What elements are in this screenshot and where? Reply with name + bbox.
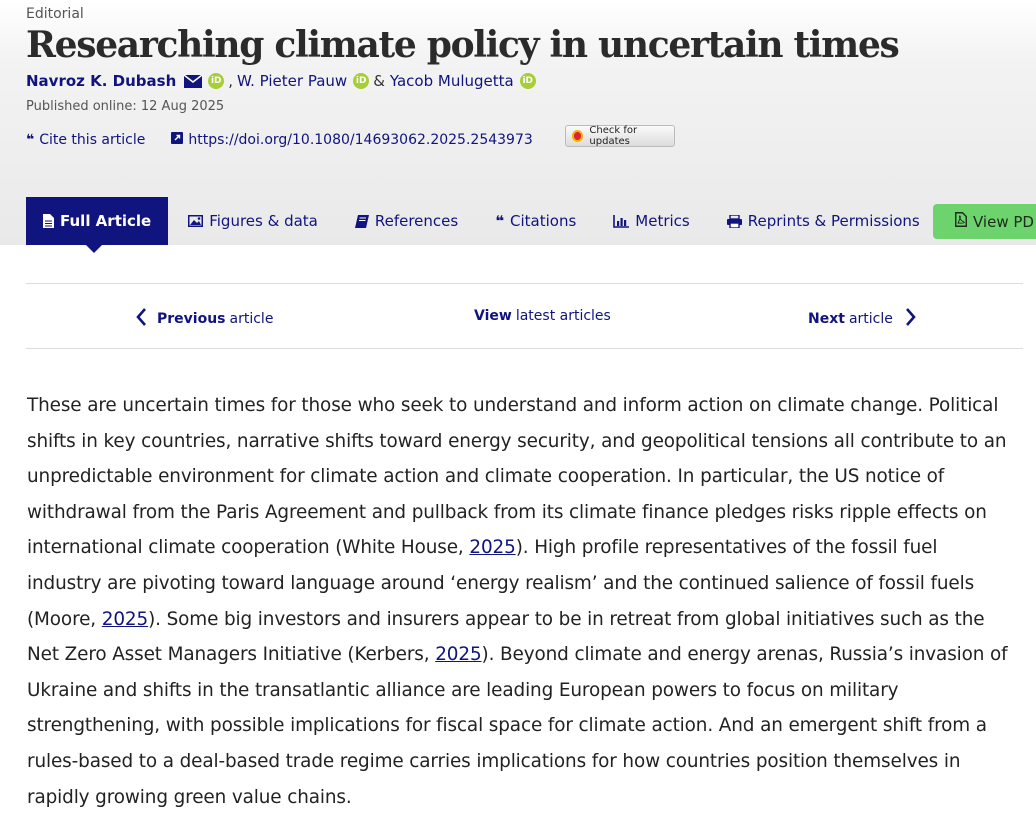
tab-full-article[interactable] — [26, 197, 168, 245]
tab-label: Full Article — [60, 212, 152, 230]
tab-label: References — [374, 212, 459, 230]
body-text: unpredictable environment for climate action and climate cooperation. In particular, the US notice of — [27, 466, 945, 488]
book-icon — [355, 215, 369, 228]
body-text: strengthening, with possible implications for fiscal space for climate action. And an emergent shift from a — [27, 715, 987, 737]
doi-link[interactable] — [171, 132, 532, 148]
article-meta-row — [26, 132, 533, 148]
crossmark-icon — [572, 130, 583, 142]
chevron-right-icon — [905, 308, 916, 330]
tab-label: Figures & data — [209, 212, 318, 230]
body-text: ). Some big investors and insurers appear to be in retreat from global initiatives such as the — [148, 608, 985, 630]
body-line — [27, 708, 1027, 744]
document-icon — [43, 214, 54, 228]
article-body-paragraph — [27, 388, 1027, 815]
latest-label: View — [474, 308, 512, 324]
view-pdf-button[interactable] — [933, 204, 1036, 239]
body-line — [27, 459, 1027, 495]
article-title: Researching climate policy in uncertain times — [26, 24, 899, 66]
author-separator: , — [228, 72, 234, 90]
image-icon — [188, 215, 203, 227]
tab-figures-data[interactable] — [188, 197, 318, 245]
body-line — [27, 566, 1027, 602]
orcid-icon[interactable]: iD — [353, 73, 369, 89]
body-text: ). Beyond climate and energy arenas, Russia’s invasion of — [481, 644, 1008, 666]
author-separator: & — [373, 72, 385, 90]
chevron-left-icon — [136, 308, 147, 330]
previous-label: Previous — [157, 311, 226, 327]
tab-label: Citations — [510, 212, 577, 230]
tab-metrics[interactable] — [613, 197, 689, 245]
tab-label: Reprints & Permissions — [747, 212, 920, 230]
tab-reprints-permissions[interactable] — [727, 197, 920, 245]
body-line — [27, 744, 1027, 780]
body-text: These are uncertain times for those who seek to understand and inform action on climate change. Political — [27, 395, 999, 416]
reference-link-white-house[interactable]: 2025 — [469, 537, 516, 559]
body-text: withdrawal from the Paris Agreement and pullback from its climate finance pledges risks ripple effects on — [27, 501, 987, 523]
check-updates-label: Check for updates — [589, 125, 638, 147]
body-text: ). High profile representatives of the fossil fuel — [515, 537, 938, 559]
body-line — [27, 424, 1027, 460]
body-line — [27, 530, 1027, 566]
cite-label: Cite this article — [39, 132, 146, 148]
orcid-icon[interactable]: iD — [208, 73, 224, 89]
bar-chart-icon — [613, 215, 629, 228]
reference-link-kerbers[interactable]: 2025 — [435, 644, 482, 666]
body-text: (Moore, — [27, 608, 102, 630]
view-latest-articles-link[interactable] — [474, 308, 611, 324]
author-list — [26, 72, 540, 90]
article-type: Editorial — [26, 6, 84, 22]
envelope-icon[interactable] — [184, 75, 202, 88]
body-line — [27, 602, 1027, 638]
published-date: Published online: 12 Aug 2025 — [26, 99, 225, 114]
tab-citations[interactable] — [495, 197, 576, 245]
check-for-updates-button[interactable] — [565, 125, 675, 147]
quote-icon: ❝ — [495, 212, 505, 230]
previous-article-link[interactable] — [136, 308, 273, 330]
body-text: international climate cooperation (White House, — [27, 537, 470, 559]
body-line — [27, 388, 1027, 424]
reference-link-moore[interactable]: 2025 — [101, 608, 149, 630]
orcid-icon[interactable]: iD — [520, 73, 536, 89]
body-text: shifts in key countries, narrative shifts toward energy security, and geopolitical tensions all contribute to an — [27, 430, 1007, 452]
tab-label: Metrics — [635, 212, 690, 230]
next-suffix: article — [848, 311, 893, 327]
printer-icon — [727, 215, 742, 228]
next-article-link[interactable] — [808, 308, 916, 330]
latest-suffix: latest articles — [515, 308, 611, 324]
author-name[interactable]: Navroz K. Dubash — [26, 72, 177, 90]
body-line — [27, 780, 1027, 816]
view-pdf-label: View PD — [973, 212, 1034, 231]
quote-icon: ❝ — [26, 132, 35, 148]
body-text: Net Zero Asset Managers Initiative (Kerbers, — [27, 644, 436, 666]
external-link-icon — [171, 132, 183, 148]
body-text: Ukraine and shifts in the transatlantic alliance are leading European powers to focus on military — [27, 679, 899, 701]
tab-references[interactable] — [355, 197, 458, 245]
article-tabs — [26, 197, 957, 245]
body-text: industry are pivoting toward language around ‘energy realism’ and the continued salience of fossil fuels — [27, 572, 975, 594]
author-name[interactable]: W. Pieter Pauw — [237, 72, 348, 90]
body-line — [27, 495, 1027, 531]
cite-article-link[interactable] — [26, 132, 145, 148]
next-label: Next — [808, 311, 845, 327]
body-text: rapidly growing green value chains. — [27, 786, 352, 808]
body-line — [27, 637, 1027, 673]
previous-suffix: article — [229, 311, 274, 327]
body-line — [27, 673, 1027, 709]
article-navigation — [26, 283, 1023, 349]
body-text: rules-based to a deal-based trade regime carries implications for how countries position themselves in — [27, 750, 961, 772]
author-name[interactable]: Yacob Mulugetta — [389, 72, 514, 90]
pdf-file-icon — [955, 212, 967, 231]
doi-text: https://doi.org/10.1080/14693062.2025.2543973 — [188, 132, 533, 148]
